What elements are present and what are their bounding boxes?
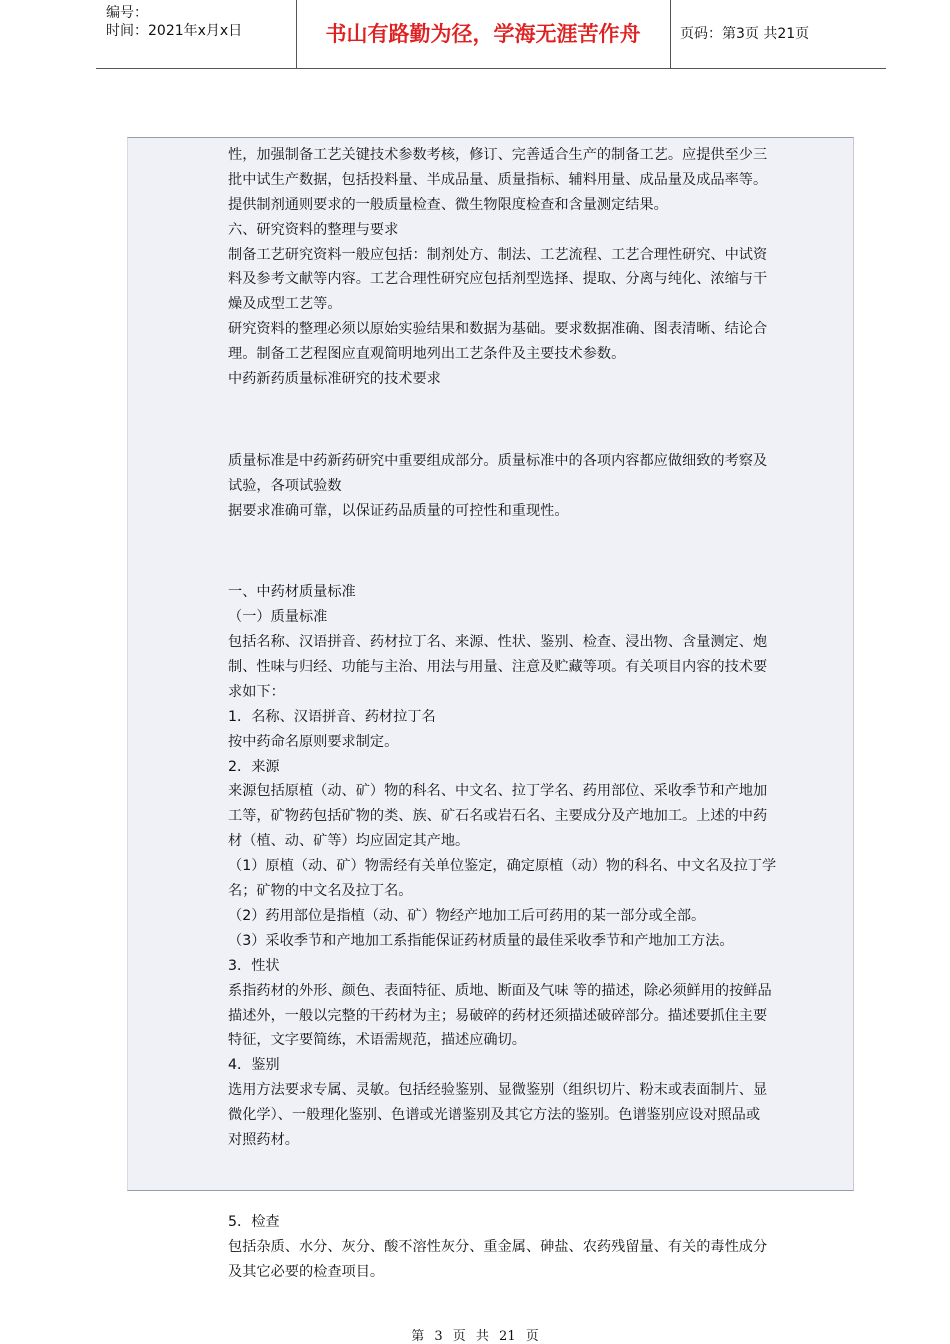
body-line: 试验，各项试验数 xyxy=(228,477,342,494)
body-line: 名；矿物的中文名及拉丁名。 xyxy=(228,883,413,900)
body-line: 2．来源 xyxy=(228,758,280,775)
document-date: 时间：2021年x月x日 xyxy=(106,23,243,39)
body-line: 微化学）、一般理化鉴别、色谱或光谱鉴别及其它方法的鉴别。色谱鉴别应设对照品或 xyxy=(228,1107,761,1124)
body-line: 来源包括原植（动、矿）物的科名、中文名、拉丁学名、药用部位、采收季节和产地加 xyxy=(228,783,768,800)
body-line: 一、中药材质量标准 xyxy=(228,584,356,601)
body-line: 及其它必要的检查项目。 xyxy=(228,1263,385,1280)
body-line: 制备工艺研究资料一般应包括：制剂处方、制法、工艺流程、工艺合理性研究、中试资 xyxy=(228,246,768,263)
body-line: 求如下： xyxy=(228,683,285,700)
page-footer: 第 3 页 共 21 页 xyxy=(411,1329,539,1344)
body-line: 研究资料的整理必须以原始实验结果和数据为基础。要求数据准确、图表清晰、结论合 xyxy=(228,321,768,338)
body-line: （3）采收季节和产地加工系指能保证药材质量的最佳采收季节和产地加工方法。 xyxy=(228,932,734,949)
header-meta-cell xyxy=(96,0,297,68)
body-line: 中药新药质量标准研究的技术要求 xyxy=(228,371,441,388)
body-line: 燥及成型工艺等。 xyxy=(228,296,342,313)
document-number-label: 编号： xyxy=(106,5,148,21)
body-line: 批中试生产数据，包括投料量、半成品量、质量指标、辅料用量、成品量及成品率等。 xyxy=(228,171,768,188)
body-line: 3．性状 xyxy=(228,957,280,974)
body-line: 5．检查 xyxy=(228,1213,280,1230)
page-header xyxy=(96,0,886,69)
body-line: 提供制剂通则要求的一般质量检查、微生物限度检查和含量测定结果。 xyxy=(228,196,668,213)
document-body xyxy=(228,143,840,1284)
body-line: 质量标准是中药新药研究中重要组成部分。质量标准中的各项内容都应做细致的考察及 xyxy=(228,452,768,469)
body-line: 料及参考文献等内容。工艺合理性研究应包括剂型选择、提取、分离与纯化、浓缩与干 xyxy=(228,271,768,288)
body-line: 据要求准确可靠，以保证药品质量的可控性和重现性。 xyxy=(228,502,569,519)
blank-line xyxy=(228,408,840,433)
body-line: 1．名称、汉语拼音、药材拉丁名 xyxy=(228,708,436,725)
body-line: 包括名称、汉语拼音、药材拉丁名、来源、性状、鉴别、检查、浸出物、含量测定、炮 xyxy=(228,634,768,651)
body-line: 对照药材。 xyxy=(228,1131,299,1148)
body-line: 特征，文字要简练，术语需规范，描述应确切。 xyxy=(228,1032,526,1049)
body-line: 描述外，一般以完整的干药材为主；易破碎的药材还须描述破碎部分。描述要抓住主要 xyxy=(228,1007,768,1024)
body-line: （一）质量标准 xyxy=(228,609,328,626)
body-line: （1）原植（动、矿）物需经有关单位鉴定，确定原植（动）物的科名、中文名及拉丁学 xyxy=(228,858,777,875)
body-line: 六、研究资料的整理与要求 xyxy=(228,221,399,238)
body-line: 系指药材的外形、颜色、表面特征、质地、断面及气味 等的描述，除必须鲜用的按鲜品 xyxy=(228,982,772,999)
body-line: 理。制备工艺程图应直观简明地列出工艺条件及主要技术参数。 xyxy=(228,346,626,363)
body-line: 工等，矿物药包括矿物的类、族、矿石名或岩石名、主要成分及产地加工。上述的中药 xyxy=(228,808,768,825)
body-line: 选用方法要求专属、灵敏。包括经验鉴别、显微鉴别（组织切片、粉末或表面制片、显 xyxy=(228,1082,768,1099)
body-line: 4．鉴别 xyxy=(228,1057,280,1074)
blank-line xyxy=(228,539,840,564)
header-page-info: 页码：第3页 共21页 xyxy=(680,26,810,42)
body-line: 制、性味与归经、功能与主治、用法与用量、注意及贮藏等项。有关项目内容的技术要 xyxy=(228,659,768,676)
body-line: 性，加强制备工艺关键技术参数考核，修订、完善适合生产的制备工艺。应提供至少三 xyxy=(228,147,768,163)
header-motto: 书山有路勤为径，学海无涯苦作舟 xyxy=(296,0,671,68)
body-line: 按中药命名原则要求制定。 xyxy=(228,733,399,750)
body-line: 材（植、动、矿等）均应固定其产地。 xyxy=(228,833,470,850)
body-line: （2）药用部位是指植（动、矿）物经产地加工后可药用的某一部分或全部。 xyxy=(228,907,706,924)
blank-line xyxy=(228,1169,840,1194)
body-line: 包括杂质、水分、灰分、酸不溶性灰分、重金属、砷盐、农药残留量、有关的毒性成分 xyxy=(228,1238,768,1255)
